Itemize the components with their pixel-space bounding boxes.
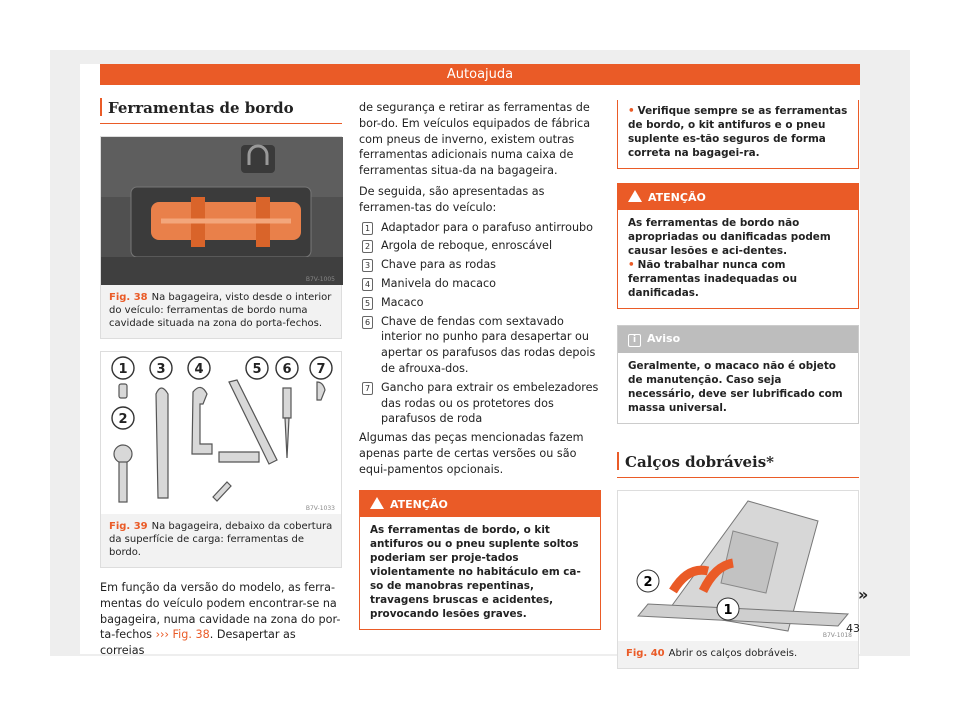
item-number: 2: [362, 240, 373, 253]
continue-mark: »: [858, 585, 869, 604]
heading-accent: [617, 452, 619, 470]
item-text: Chave para as rodas: [381, 258, 497, 272]
figure-label: Fig. 39: [109, 521, 148, 532]
bullet-icon: •: [628, 259, 635, 271]
warning-title: ATENÇÃO: [648, 191, 706, 204]
warning-header: [360, 491, 600, 517]
right-column: [617, 100, 859, 669]
warning-text: As ferramentas de bordo, o kit antifuros ou o pneu suplente soltos poderiam ser proje-tados violentamente no habitáculo em ca-so de manobras repentinas, travagens bruscas e acidentes, provocando lesões graves.: [360, 517, 600, 629]
note-title: Aviso: [647, 332, 681, 345]
fig39-image: [101, 352, 341, 514]
callout-6: 6: [282, 362, 292, 377]
item-number: 3: [362, 259, 373, 272]
fig39-caption: [101, 514, 341, 567]
page-number: 43: [846, 622, 860, 635]
caption-text: Abrir os calços dobráveis.: [668, 648, 798, 659]
callout-2: 2: [118, 412, 128, 427]
warning-title: ATENÇÃO: [390, 497, 448, 511]
warning-box-continued: [617, 100, 859, 169]
fig40-image: [618, 491, 858, 641]
tool-list: [359, 220, 601, 428]
warning-text: Verifique sempre se as ferramentas de bordo, o kit antifuros e o pneu suplente es-tão seguros de forma correta na bagagei-ra.: [628, 105, 848, 159]
section-header: Autoajuda: [100, 64, 860, 85]
fig38-caption: [101, 285, 341, 338]
paragraph-optional: Algumas das peças mencionadas fazem apenas parte de certas versões ou são equi-pamentos opcionais.: [359, 431, 584, 476]
fig40-caption: [618, 641, 858, 668]
middle-column: [359, 100, 601, 630]
callout-2: 2: [643, 575, 653, 590]
item-text: Manivela do macaco: [381, 276, 496, 290]
folding-chocks-illustration: [618, 491, 860, 641]
paragraph-text: . Desapertar as correias: [100, 628, 296, 658]
figure-code: B7V-1018: [822, 632, 852, 639]
item-number: 4: [362, 278, 373, 291]
item-number: 1: [362, 222, 373, 235]
note-box: [617, 325, 859, 424]
warning-item: [628, 258, 848, 300]
item-text: Gancho para extrair os embelezadores das rodas ou os protetores dos parafusos de roda: [381, 380, 599, 426]
figure-39: [100, 351, 342, 568]
callout-5: 5: [252, 362, 262, 377]
bullet-icon: •: [628, 105, 635, 117]
list-item: [359, 257, 601, 273]
info-icon: i: [628, 334, 641, 347]
figure-code: B7V-1005: [305, 276, 335, 283]
trunk-tools-illustration: [101, 137, 343, 285]
warning-item: As ferramentas de bordo não apropriadas ou danificadas podem causar lesões e aci-dentes.: [628, 217, 831, 257]
intro-paragraph: [100, 580, 342, 659]
heading-text: Calços dobráveis*: [625, 453, 775, 471]
tool-set-illustration: [101, 352, 343, 514]
callout-4: 4: [194, 362, 204, 377]
left-column: [100, 98, 342, 659]
paragraph-tools-intro: De seguida, são apresentadas as ferramen-tas do veículo:: [359, 184, 545, 214]
item-number: 7: [362, 382, 373, 395]
callout-7: 7: [316, 362, 326, 377]
figure-38: [100, 136, 342, 339]
item-number: 5: [362, 297, 373, 310]
figure-code: B7V-1033: [305, 505, 335, 512]
item-text: Adaptador para o parafuso antirroubo: [381, 220, 593, 234]
warning-icon: [370, 497, 384, 509]
warning-item-text: Não trabalhar nunca com ferramentas inadequadas ou danificadas.: [628, 259, 797, 299]
list-item: [359, 380, 601, 427]
item-text: Macaco: [381, 295, 424, 309]
fig38-image: [101, 137, 341, 285]
callout-1: 1: [118, 362, 128, 377]
list-item: [359, 314, 601, 377]
item-number: 6: [362, 316, 373, 329]
note-text: Geralmente, o macaco não é objeto de manutenção. Caso seja necessário, deve ser lubrificado com massa universal.: [618, 353, 858, 423]
warning-box: [617, 183, 859, 309]
heading-text: Ferramentas de bordo: [108, 99, 294, 117]
item-text: Chave de fendas com sextavado interior no punho para desapertar ou apertar os parafusos das rodas depois de afrouxa-dos.: [381, 314, 596, 375]
paragraph-text: Em função da versão do modelo, as ferra-mentas do veículo podem encontrar-se na bagageira, numa cavidade na zona do por-ta-fechos: [100, 581, 341, 642]
figure-40: [617, 490, 859, 669]
warning-box: [359, 490, 601, 630]
list-item: [359, 220, 601, 236]
callout-1: 1: [723, 603, 733, 618]
callout-3: 3: [156, 362, 166, 377]
warning-icon: [628, 190, 642, 202]
caption-text: Na bagageira, debaixo da cobertura da superfície de carga: ferramentas de bordo.: [109, 521, 333, 558]
section-heading: [100, 98, 342, 124]
caption-text: Na bagageira, visto desde o interior do veículo: ferramentas de bordo numa cavidade situada na zona do porta-fechos.: [109, 292, 332, 329]
paragraph-continued: de segurança e retirar as ferramentas de bor-do. Em veículos equipados de fábrica com pneus de inverno, existem outras ferramentas adicionais numa caixa de ferramentas situa-da na bagageira.: [359, 101, 591, 178]
figure-label: Fig. 40: [626, 648, 665, 659]
note-header: [618, 326, 858, 353]
list-item: [359, 295, 601, 311]
section-heading: [617, 452, 859, 478]
list-item: [359, 238, 601, 254]
figure-label: Fig. 38: [109, 292, 148, 303]
warning-header: [618, 184, 858, 210]
warning-text: [618, 210, 858, 308]
item-text: Argola de reboque, enroscável: [381, 239, 553, 253]
heading-accent: [100, 98, 102, 116]
list-item: [359, 276, 601, 292]
figure-reference-link[interactable]: ››› Fig. 38: [155, 628, 210, 642]
